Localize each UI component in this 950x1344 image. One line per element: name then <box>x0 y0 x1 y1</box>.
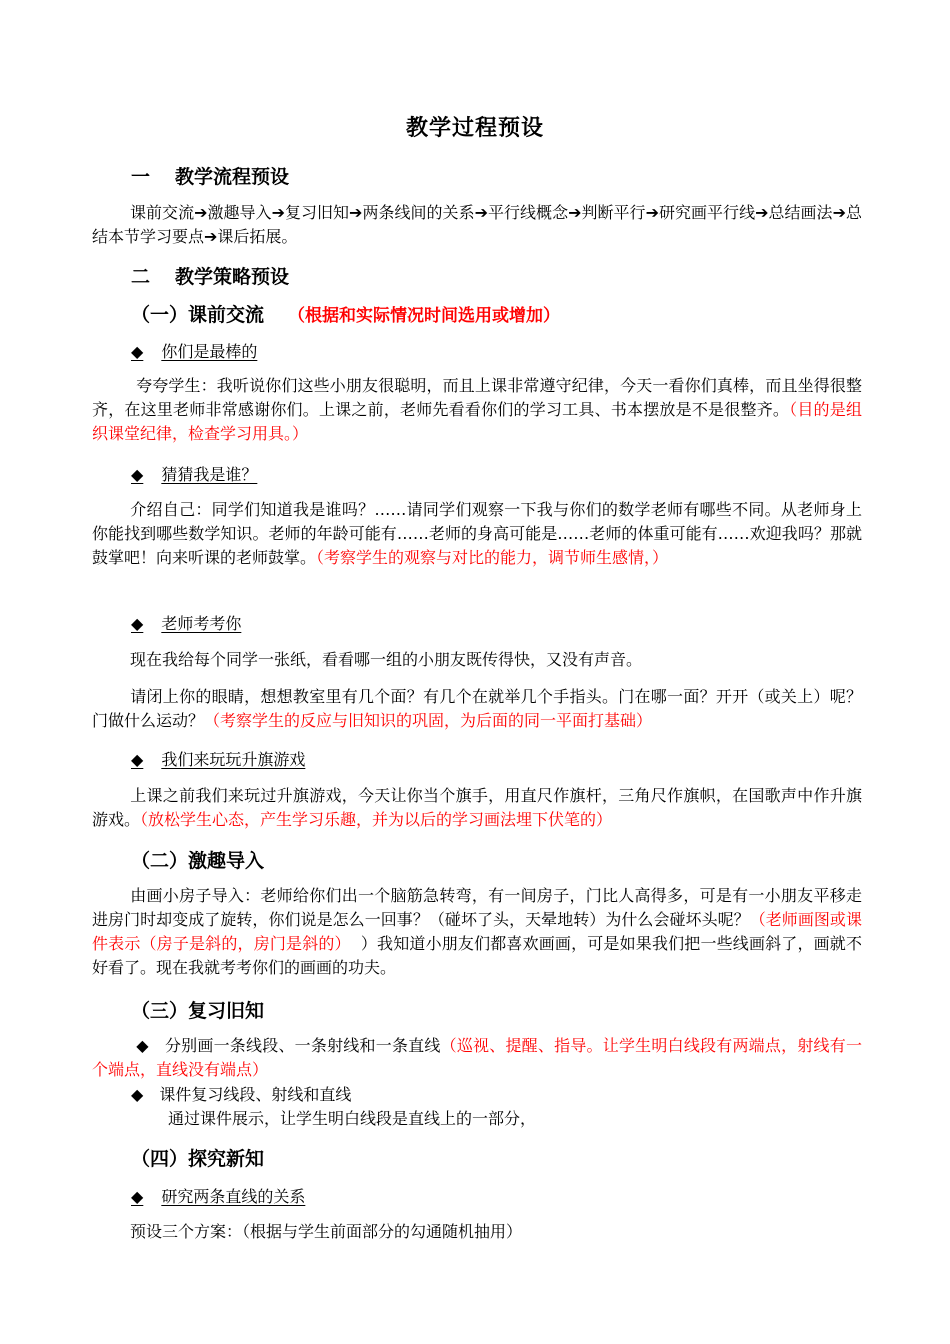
bullet-1-note: （目的是组织课堂纪律，检查学习用具。） <box>92 400 862 443</box>
bullet-4-paragraph <box>92 784 862 832</box>
subsection-4-paragraph <box>92 1220 862 1244</box>
bullet-2-text: 介绍自己：同学们知道我是谁吗？……请同学们观察一下我与你们的数学老师有哪些不同。从老师身上你能找到哪些数学知识。老师的年龄可能有……老师的身高可能是……老师的体重可能有……欢迎我吗？那就鼓掌吧！向来听课的老师鼓掌。 <box>92 500 862 567</box>
bullet-3-note: （考察学生的反应与旧知识的巩固，为后面的同一平面打基础） <box>204 711 653 730</box>
bullet-3 <box>131 611 901 634</box>
flow-text: 课前交流➔激趣导入➔复习旧知➔两条线间的关系➔平行线概念➔判断平行➔研究画平行线➔总结画法➔总结本节学习要点➔课后拓展。 <box>92 203 862 246</box>
section-2-heading <box>131 262 901 289</box>
subsection-2-text-1: 由画小房子导入：老师给你们出一个脑筋急转弯，有一间房子，门比人高得多，可是有一小朋友平移走进房门时却变成了旋转，你们说是怎么一回事？（碰坏了头，天晕地转）为什么会碰坏头呢？ <box>92 886 862 929</box>
bullet-2-note: （考察学生的观察与对比的能力，调节师生感情，） <box>316 548 669 567</box>
bullet-4-label: 我们来玩玩升旗游戏 <box>161 750 306 769</box>
subsection-4-text: 预设三个方案：（根据与学生前面部分的勾通随机抽用） <box>130 1222 523 1241</box>
subsection-3-item-1-note: （巡视、提醒、指导。让学生明白线段有两端点，射线有一个端点，直线没有端点） <box>92 1036 862 1079</box>
subsection-4-bullet-text: 研究两条直线的关系 <box>161 1187 306 1206</box>
bullet-4-note: （放松学生心态，产生学习乐趣，并为以后的学习画法埋下伏笔的） <box>140 810 613 829</box>
section-1-heading <box>131 162 901 189</box>
subsection-1-note: （根据和实际情况时间选用或增加） <box>288 306 561 326</box>
subsection-1-heading <box>131 300 901 327</box>
subsection-3-item-2 <box>131 1083 862 1131</box>
bullet-1-text: 夸夸学生：我听说你们这些小朋友很聪明，而且上课非常遵守纪律，今天一看你们真棒，而且坐得很整齐，在这里老师非常感谢你们。上课之前，老师先看看你们的学习工具、书本摆放是不是很整齐。 <box>92 376 862 419</box>
subsection-2-heading: （二）激趣导入 <box>131 850 265 872</box>
bullet-3-text-1: 现在我给每个同学一张纸，看看哪一组的小朋友既传得快，又没有声音。 <box>130 650 643 669</box>
diamond-bullet-icon: ◆ <box>136 1036 149 1055</box>
bullet-3-paragraph-1 <box>92 648 862 672</box>
section-1-number: 一 <box>131 166 151 188</box>
subsection-3-item-1 <box>92 1034 862 1082</box>
subsection-3-item-1-text: 分别画一条线段、一条射线和一条直线 <box>164 1036 441 1055</box>
diamond-bullet-icon: ◆ <box>131 750 144 769</box>
bullet-3-text-2: 请闭上你的眼睛，想想教室里有几个面？有几个在就举几个手指头。门在哪一面？开开（或关上）呢？门做什么运动？ <box>92 687 862 730</box>
subsection-2-text-2: ）我知道小朋友们都喜欢画画，可是如果我们把一些线画斜了，画就不好看了。现在我就考考你们的画画的功夫。 <box>92 934 862 977</box>
diamond-bullet-icon: ◆ <box>131 465 144 484</box>
subsection-4-bullet <box>131 1184 901 1207</box>
bullet-1 <box>131 339 901 362</box>
subsection-1-title: （一）课前交流 <box>131 304 265 326</box>
diamond-bullet-icon: ◆ <box>131 1085 144 1104</box>
subsection-4-heading: （四）探究新知 <box>131 1148 265 1170</box>
diamond-bullet-icon: ◆ <box>131 1187 144 1206</box>
subsection-2-paragraph <box>92 884 862 980</box>
flow-paragraph <box>92 201 862 249</box>
bullet-1-paragraph <box>92 374 862 446</box>
bullet-4-text: 上课之前我们来玩过升旗游戏，今天让你当个旗手，用直尺作旗杆，三角尺作旗帜，在国歌声中作升旗游戏。 <box>92 786 862 829</box>
bullet-3-label: 老师考考你 <box>161 614 242 633</box>
subsection-3-heading: （三）复习旧知 <box>131 1000 265 1022</box>
bullet-2 <box>131 462 901 485</box>
bullet-1-label: 你们是最棒的 <box>161 342 258 361</box>
subsection-3-item-2-text: 课件复习线段、射线和直线 <box>159 1085 352 1104</box>
bullet-3-paragraph-2 <box>92 685 862 733</box>
subsection-3-item-2-detail: 通过课件展示，让学生明白线段是直线上的一部分， <box>168 1109 537 1128</box>
bullet-4 <box>131 747 901 770</box>
section-2-number: 二 <box>131 266 151 288</box>
diamond-bullet-icon: ◆ <box>131 614 144 633</box>
subsection-2-note: （老师画图或课件表示（房子是斜的，房门是斜的） <box>92 910 862 953</box>
bullet-2-paragraph <box>92 498 862 570</box>
section-2-title: 教学策略预设 <box>175 266 290 288</box>
document-title: 教学过程预设 <box>405 116 544 141</box>
section-1-title: 教学流程预设 <box>175 166 290 188</box>
diamond-bullet-icon: ◆ <box>131 342 144 361</box>
bullet-2-label: 猜猜我是谁？ <box>161 465 258 484</box>
